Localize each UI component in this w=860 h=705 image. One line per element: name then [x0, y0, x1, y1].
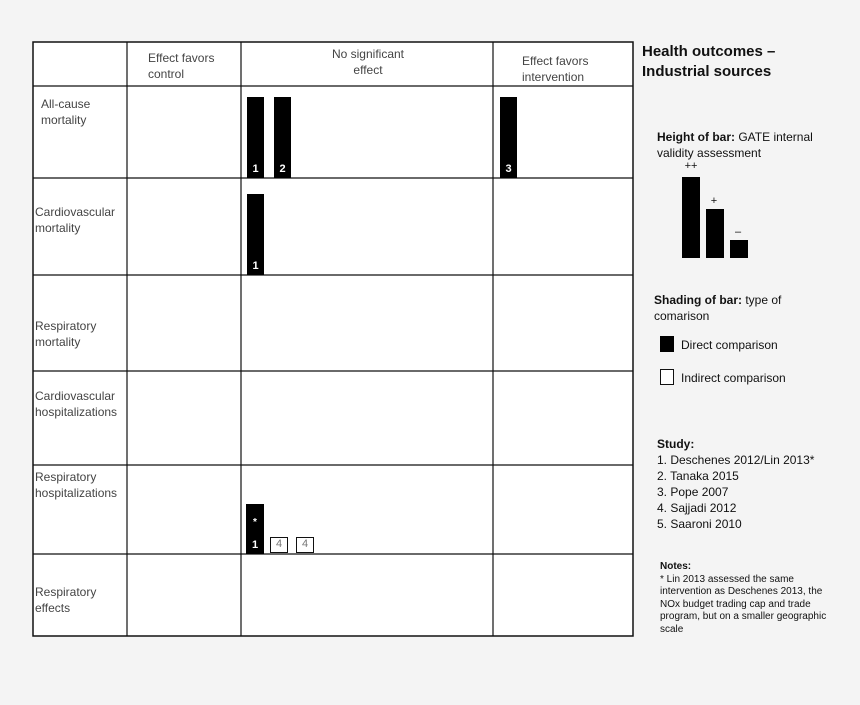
column-header-favors-control: Effect favors control	[148, 51, 215, 81]
sidebar-title: Health outcomes – Industrial sources	[642, 43, 776, 80]
box-study-4-respiratory-hospitalizations	[296, 537, 314, 553]
bar-label: 1	[251, 539, 259, 551]
row-label-respiratory-hospitalizations: Respiratory hospitalizations	[35, 470, 118, 500]
notes-heading: Notes:	[660, 561, 692, 572]
row-label-cardiovascular-hospitalizations: Cardiovascular hospitalizations	[35, 389, 118, 419]
level-label-mid: +	[710, 195, 718, 207]
study-item: 2. Tanaka 2015	[657, 469, 739, 483]
level-label-low: –	[734, 226, 742, 238]
study-list	[657, 436, 847, 532]
bar-study-1-respiratory-hospitalizations	[246, 504, 264, 554]
study-item: 4. Sajjadi 2012	[657, 501, 737, 515]
height-legend-text: Height of bar: GATE internal validity assessment	[657, 130, 813, 160]
direct-comparison-swatch	[660, 336, 674, 352]
bar-star-marker: *	[253, 517, 257, 528]
box-label: 4	[301, 538, 309, 550]
row-label-respiratory-effects: Respiratory effects	[35, 585, 97, 615]
bar-study-1-cardiovascular-mortality	[247, 194, 264, 275]
bar-label: 2	[279, 163, 286, 175]
row-label-all-cause-mortality: All-cause mortality	[41, 97, 91, 127]
bar-label: 1	[252, 163, 259, 175]
study-heading: Study:	[657, 437, 695, 451]
level-bar-low	[730, 240, 748, 258]
shading-legend-text: Shading of bar: type of comarison	[654, 293, 782, 323]
box-label: 4	[275, 538, 283, 550]
row-label-respiratory-mortality: Respiratory mortality	[35, 319, 97, 349]
bar-study-1-all-cause	[247, 97, 264, 178]
level-bar-high	[682, 177, 700, 258]
study-item: 3. Pope 2007	[657, 485, 729, 499]
indirect-comparison-label: Indirect comparison	[681, 371, 786, 385]
box-study-4-respiratory-hospitalizations	[270, 537, 288, 553]
column-header-favors-intervention: Effect favors intervention	[522, 54, 589, 84]
bar-label: 3	[505, 163, 512, 175]
notes-text: * Lin 2013 assessed the same intervention as Deschenes 2013, the NOx budget trading cap and trade program, but on a smaller geographic scale	[660, 573, 827, 635]
level-label-high: ++	[684, 160, 698, 172]
level-bar-mid	[706, 209, 724, 258]
bar-study-2-all-cause	[274, 97, 291, 178]
indirect-comparison-swatch	[660, 369, 674, 385]
bar-study-3-all-cause	[500, 97, 517, 178]
row-label-cardiovascular-mortality: Cardiovascular mortality	[35, 205, 116, 235]
column-header-no-significant-effect: No significant effect	[331, 47, 405, 77]
direct-comparison-label: Direct comparison	[681, 338, 778, 352]
study-item: 1. Deschenes 2012/Lin 2013*	[657, 453, 815, 467]
study-item: 5. Saaroni 2010	[657, 517, 742, 531]
grid-border	[33, 42, 633, 636]
notes	[660, 561, 840, 636]
bar-label: 1	[252, 260, 259, 272]
